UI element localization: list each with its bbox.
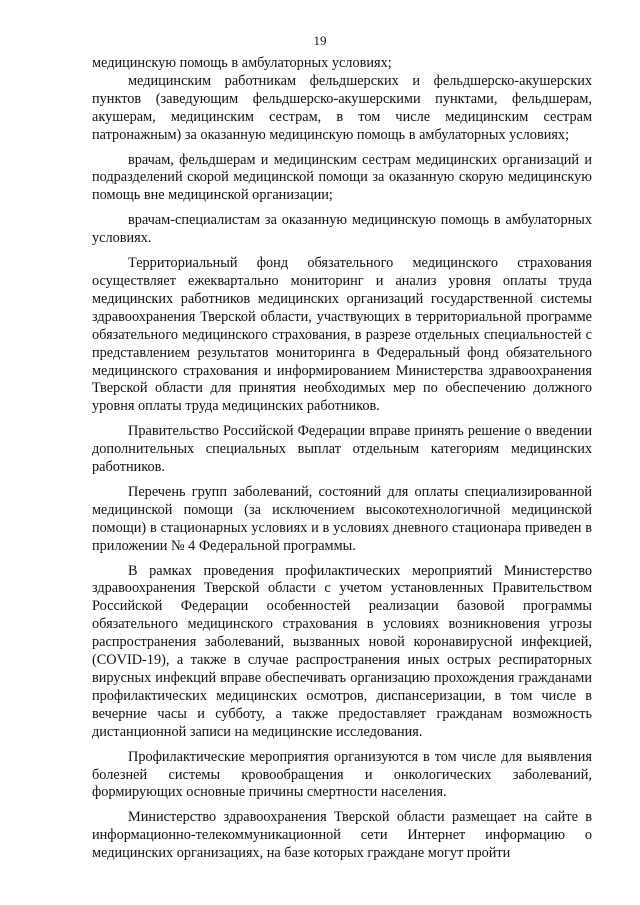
page-number: 19	[313, 33, 327, 48]
paragraph: В рамках проведения профилактических мероприятий Министерство здравоохранения Тверской области с учетом установленных Правительством Российской Федерации особенностей реализации базовой программы обязательного медицинского страхования в условиях возникновения угрозы распространения заболеваний, вызванных новой коронавирусной инфекцией, (COVID-19), а также в случае распространения иных острых респираторных вирусных инфекций вправе обеспечивать организацию прохождения гражданами профилактических медицинских осмотров, диспансеризации, в том числе в вечерние часы и субботу, а также предоставляет гражданам возможность дистанционной записи на медицинские исследования.	[92, 562, 592, 740]
paragraph: Министерство здравоохранения Тверской области размещает на сайте в информационно-телекоммуникационной сети Интернет информацию о медицинских организациях, на базе которых граждане могут пройти	[92, 809, 592, 862]
paragraph: Территориальный фонд обязательного медицинского страхования осуществляет ежеквартально мониторинг и анализ уровня оплаты труда медицинских работников медицинских организаций государственной системы здравоохранения Тверской области, участвующих в территориальной программе обязательного медицинского страхования, в разрезе отдельных специальностей с представлением результатов мониторинга в Федеральный фонд обязательного медицинского страхования и информированием Министерства здравоохранения Тверской области для принятия необходимых мер по обеспечению должного уровня оплаты труда медицинских работников.	[92, 255, 592, 415]
paragraph: врачам, фельдшерам и медицинским сестрам медицинских организаций и подразделений скорой медицинской помощи за оказанную скорую медицинскую помощь вне медицинской организации;	[92, 151, 592, 204]
paragraph: медицинскую помощь в амбулаторных условиях;	[92, 55, 392, 71]
paragraph: врачам-специалистам за оказанную медицинскую помощь в амбулаторных условиях.	[92, 212, 592, 247]
body-text	[92, 55, 592, 863]
paragraph: Перечень групп заболеваний, состояний для оплаты специализированной медицинской помощи (за исключением высокотехнологичной медицинской помощи) в стационарных условиях и в условиях дневного стационара приведен в приложении № 4 Федеральной программы.	[92, 483, 592, 554]
paragraph: медицинским работникам фельдшерских и фельдшерско-акушерских пунктов (заведующим фельдшерско-акушерскими пунктами, фельдшерам, акушерам, медицинским сестрам, в том числе медицинским сестрам патронажным) за оказанную медицинскую помощь в амбулаторных условиях;	[92, 72, 592, 143]
paragraph: Профилактические мероприятия организуются в том числе для выявления болезней системы кровообращения и онкологических заболеваний, формирующих основные причины смертности населения.	[92, 748, 592, 801]
paragraph: Правительство Российской Федерации вправе принять решение о введении дополнительных специальных выплат отдельным категориям медицинских работников.	[92, 423, 592, 476]
